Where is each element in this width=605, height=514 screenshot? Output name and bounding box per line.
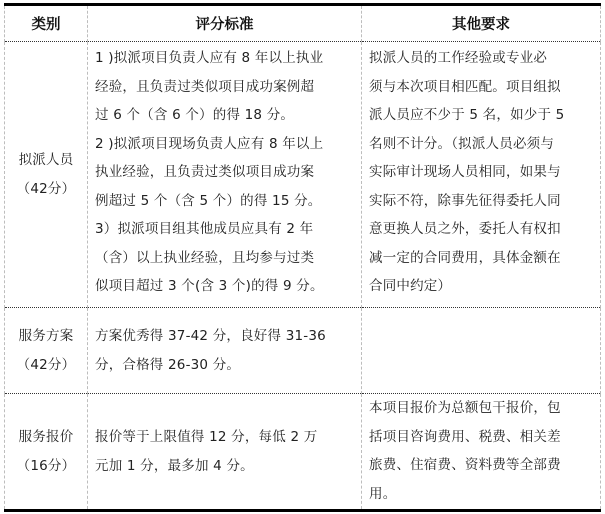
other-line: 意更换人员之外，委托人有权扣 — [369, 221, 561, 237]
other-line: 减一定的合同费用，具体金额在 — [369, 249, 561, 266]
category-cell — [5, 308, 88, 394]
other-line: 派人员应不少于 5 名，如少于 5 — [369, 107, 565, 123]
header-category: 类别 — [5, 5, 88, 42]
other-line: 旅费、住宿费、资料费等全部费 — [369, 457, 561, 473]
criteria-line: 分，合格得 26-30 分。 — [95, 356, 241, 373]
other-line: 合同中约定） — [369, 278, 452, 294]
criteria-line: 3）拟派项目组其他成员应具有 2 年 — [95, 221, 314, 237]
other-line: 实际审计现场人员相同，如果与 — [369, 164, 561, 180]
category-name: 服务方案 — [18, 328, 74, 344]
category-cell — [5, 42, 88, 308]
other-line: 本项目报价为总额包干报价，包 — [369, 400, 561, 416]
criteria-line: 经验，且负责过类似项目成功案例超 — [95, 78, 315, 95]
other-line: 须与本次项目相匹配。项目组拟 — [369, 78, 561, 95]
criteria-cell — [88, 42, 362, 308]
other-line: 括项目咨询费用、税费、相关差 — [369, 428, 561, 445]
scoring-table — [4, 3, 601, 512]
other-requirements-cell — [362, 308, 601, 394]
criteria-line: （含）以上执业经验，且均参与过类 — [95, 249, 315, 266]
table-header-row — [5, 5, 601, 42]
category-name: 服务报价 — [18, 429, 74, 445]
other-line: 实际不符，除事先征得委托人同 — [369, 192, 561, 209]
criteria-line: 方案优秀得 37-42 分，良好得 31-36 — [95, 328, 326, 344]
criteria-line: 2 )拟派项目现场负责人应有 8 年以上 — [95, 135, 324, 152]
category-cell — [5, 394, 88, 511]
header-other-requirements: 其他要求 — [362, 5, 601, 42]
criteria-cell — [88, 308, 362, 394]
other-requirements-cell — [362, 394, 601, 511]
criteria-line: 元加 1 分，最多加 4 分。 — [95, 457, 254, 474]
other-line: 名则不计分。（拟派人员必须与 — [369, 135, 555, 152]
table-row-service-plan — [5, 308, 601, 394]
criteria-line: 执业经验，且负责过类似项目成功案 — [95, 164, 315, 180]
other-line: 用。 — [369, 485, 397, 502]
category-score: （16分） — [16, 457, 76, 474]
header-criteria: 评分标准 — [88, 5, 362, 42]
criteria-line: 过 6 个（含 6 个）的得 18 分。 — [95, 107, 295, 123]
table-row-service-price — [5, 394, 601, 511]
category-name: 拟派人员 — [18, 152, 74, 168]
category-score: （42分） — [16, 180, 76, 197]
other-line: 拟派人员的工作经验或专业必 — [369, 50, 548, 66]
criteria-line: 似项目超过 3 个(含 3 个)的得 9 分。 — [95, 278, 324, 294]
criteria-line: 1 )拟派项目负责人应有 8 年以上执业 — [95, 50, 324, 66]
criteria-cell — [88, 394, 362, 511]
other-requirements-cell — [362, 42, 601, 308]
table-row-personnel — [5, 42, 601, 308]
criteria-line: 报价等于上限值得 12 分，每低 2 万 — [95, 429, 318, 445]
criteria-line: 例超过 5 个（含 5 个）的得 15 分。 — [95, 192, 322, 209]
scoring-table-container — [4, 3, 600, 512]
category-score: （42分） — [16, 356, 76, 373]
